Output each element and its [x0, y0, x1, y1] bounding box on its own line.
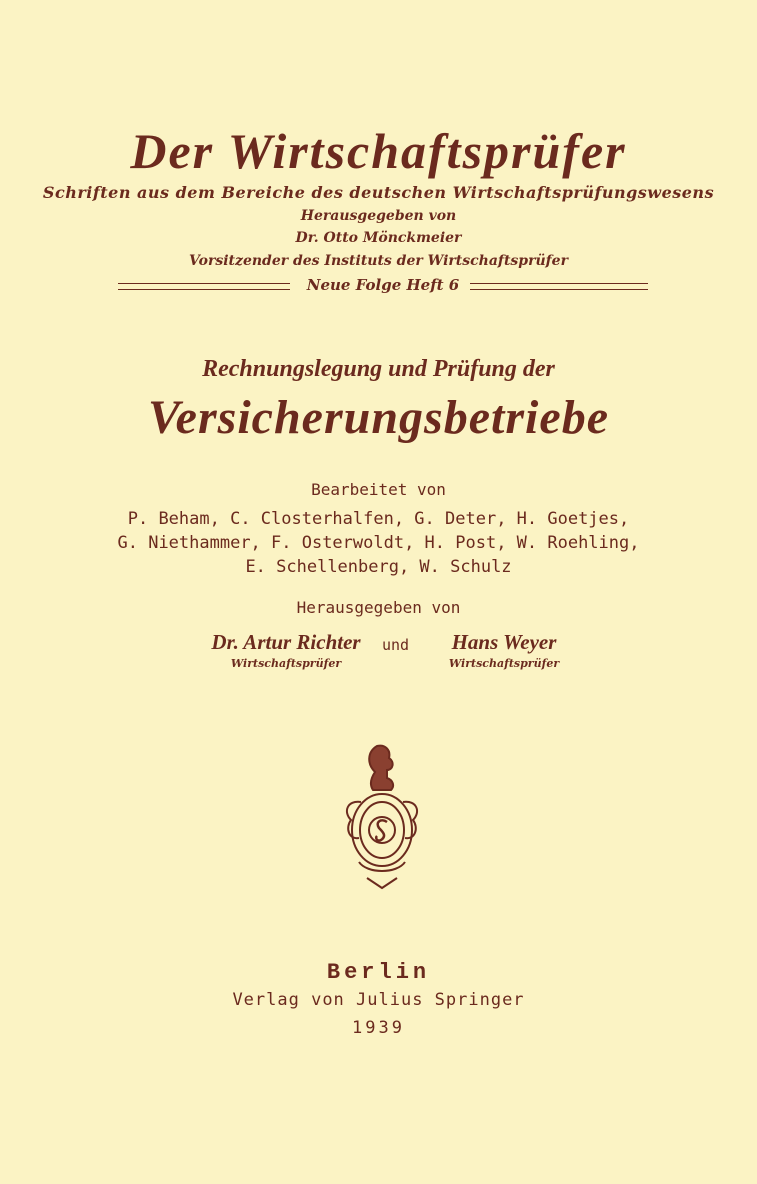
issue-row	[118, 276, 648, 296]
authors-line: P. Beham, C. Closterhalfen, G. Deter, H. Goetjes,	[127, 509, 630, 529]
editors-row	[0, 630, 757, 674]
authors-list	[0, 507, 757, 579]
editor-name: Hans Weyer	[451, 630, 557, 654]
editor-richter	[196, 630, 376, 670]
book-subtitle: Rechnungslegung und Prüfung der	[202, 356, 555, 382]
and-word: und	[382, 636, 410, 654]
springer-horse-logo-icon	[337, 742, 427, 892]
edited-label: Bearbeitet von	[311, 480, 446, 499]
imprint-publisher: Verlag von Julius Springer	[232, 990, 525, 1010]
series-subtitle: Schriften aus dem Bereiche des deutschen Wirtschaftsprüfungswesens	[42, 183, 715, 202]
editor-role: Wirtschaftsprüfer	[230, 657, 342, 670]
authors-line: G. Niethammer, F. Osterwoldt, H. Post, W. Roehling,	[117, 533, 640, 553]
imprint-year: 1939	[352, 1018, 405, 1038]
issue-label: Neue Folge Heft 6	[306, 276, 460, 294]
series-editor: Dr. Otto Mönckmeier	[295, 230, 462, 246]
editor-role: Wirtschaftsprüfer	[448, 657, 560, 670]
editor-name: Dr. Artur Richter	[211, 630, 361, 654]
imprint-city: Berlin	[326, 960, 431, 985]
authors-line: E. Schellenberg, W. Schulz	[245, 557, 512, 577]
right-rule	[470, 283, 648, 290]
series-editor-role: Vorsitzender des Instituts der Wirtschaftsprüfer	[189, 253, 568, 269]
series-edited-by: Herausgegeben von	[300, 208, 457, 224]
editor-weyer	[434, 630, 574, 670]
book-title: Versicherungsbetriebe	[147, 391, 609, 444]
series-title: Der Wirtschaftsprüfer	[130, 123, 627, 179]
published-label: Herausgegeben von	[296, 598, 461, 617]
